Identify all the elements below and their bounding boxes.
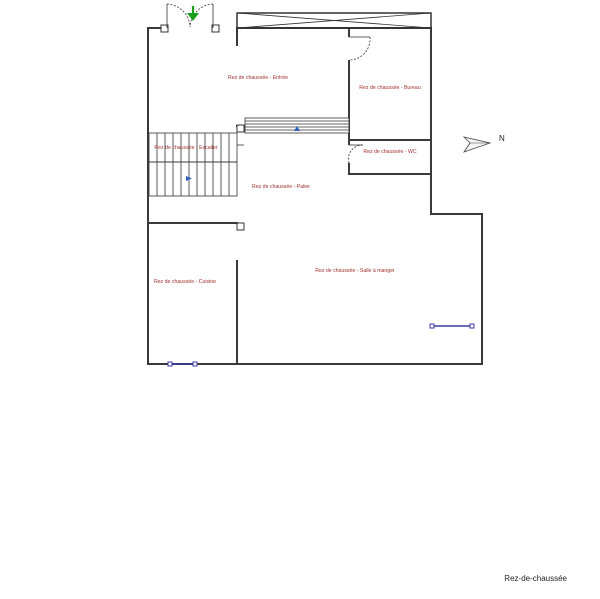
room-label-wc: Rez de chaussée - WC: [363, 149, 417, 155]
room-label-cuisine: Rez de chaussée - Cuisine: [154, 279, 216, 285]
entrance-door: [161, 4, 219, 32]
north-arrow-icon: [464, 137, 490, 152]
room-label-salle: Rez de chaussée - Salle à manger: [315, 268, 395, 274]
pillars: [237, 125, 244, 230]
landing-steps: [245, 118, 349, 133]
room-label-entree: Rez de chaussée - Entrée: [228, 75, 288, 81]
wc-door: [348, 145, 363, 163]
staircase: [149, 133, 244, 196]
window: [430, 324, 474, 328]
room-label-bureau: Rez de chaussée - Bureau: [359, 85, 421, 91]
bureau-door: [349, 37, 370, 60]
pillar: [237, 223, 244, 230]
top-balcony: [237, 13, 431, 28]
room-label-palier: Rez de chaussée - Palier: [252, 184, 310, 190]
room-label-escalier: Rez de chaussée - Escalier: [154, 145, 218, 151]
floor-name-caption: Rez-de-chaussée: [504, 574, 567, 583]
north-label: N: [499, 134, 505, 143]
pillar: [237, 125, 244, 132]
window: [168, 362, 197, 366]
entry-arrow-icon: [187, 6, 199, 21]
